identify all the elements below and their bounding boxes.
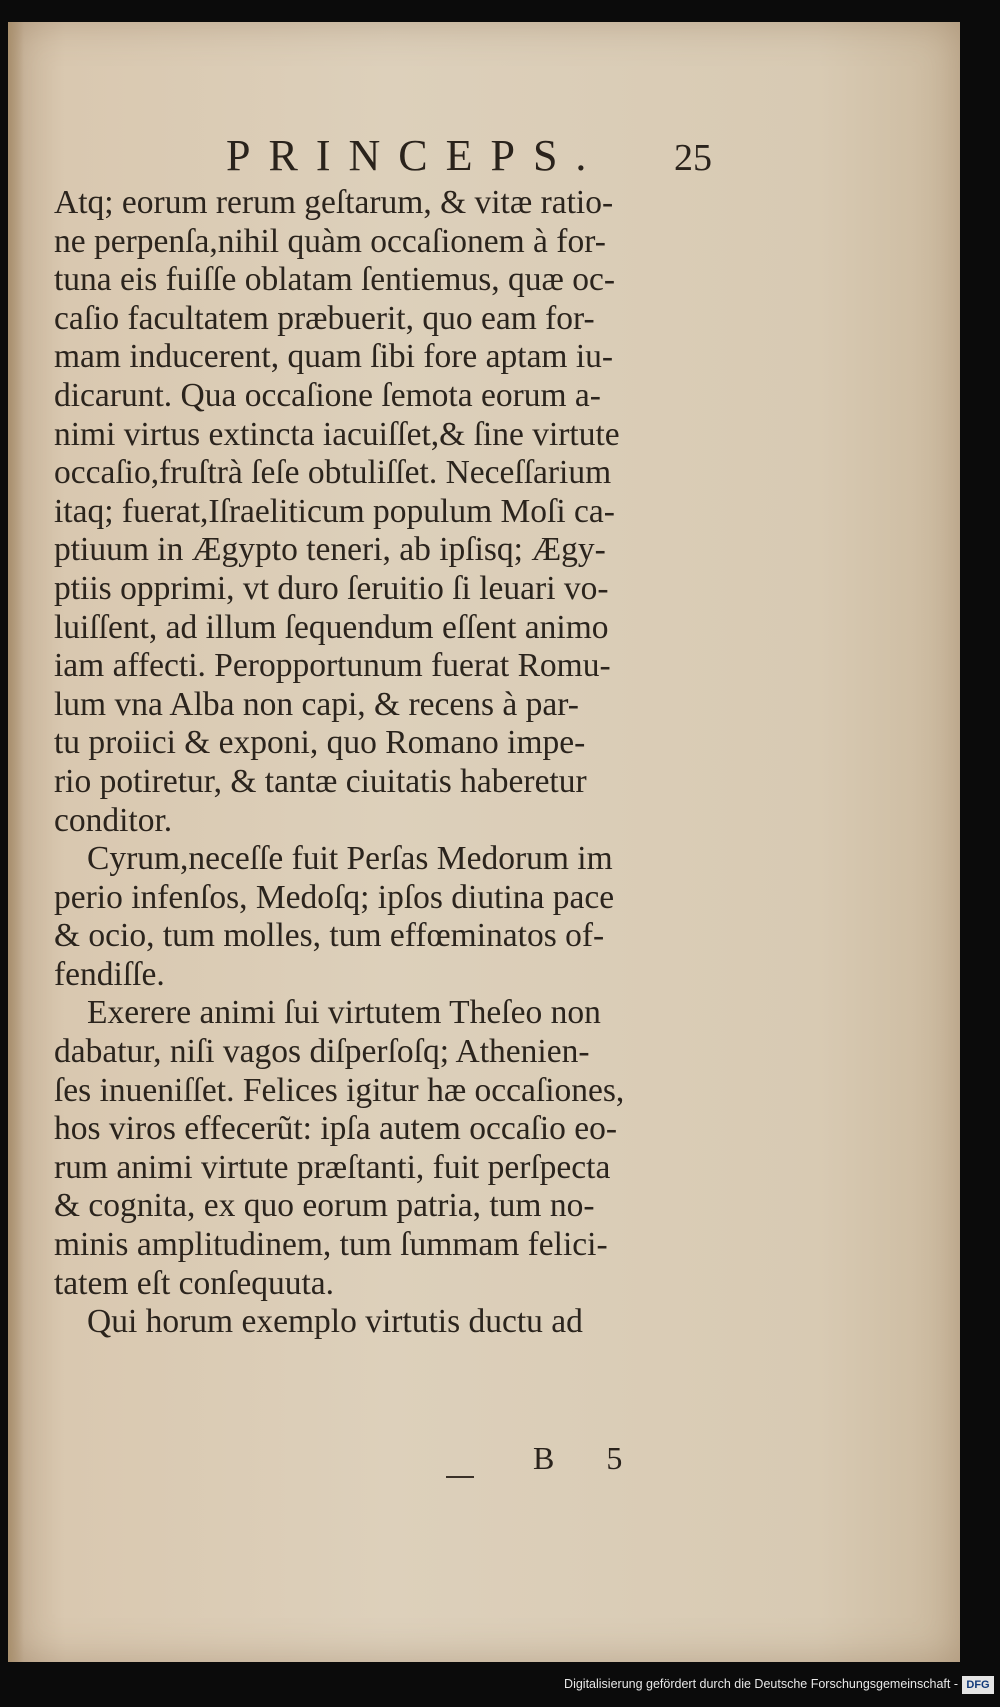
text-line: Cyrum,neceſſe fuit Perſas Medorum im — [87, 840, 613, 878]
text-line: ſes inueniſſet. Felices igitur hæ occaſiones, — [54, 1071, 625, 1109]
text-line: conditor. — [54, 801, 173, 839]
running-title: PRINCEPS. — [226, 131, 605, 180]
text-line: tuna eis fuiſſe oblatam ſentiemus, quæ oc- — [54, 261, 615, 299]
text-line: hos viros effecerũt: ipſa autem occaſio eo- — [54, 1110, 618, 1148]
text-line: & cognita, ex quo eorum patria, tum no- — [54, 1187, 595, 1225]
text-line: iam affecti. Peropportunum fuerat Romu- — [54, 647, 611, 685]
text-line: ptiis opprimi, vt duro ſeruitio ſi leuari vo- — [54, 569, 609, 607]
text-line: dicarunt. Qua occaſione ſemota eorum a- — [54, 376, 601, 414]
text-line: fendiſſe. — [54, 955, 165, 993]
text-line: rio potiretur, & tantæ ciuitatis haberetur — [54, 762, 587, 800]
signature-line — [8, 1440, 960, 1490]
text-line: nimi virtus extincta iacuiſſet,& ſine virtute — [54, 415, 620, 453]
page-header — [8, 130, 960, 190]
text-line: & ocio, tum molles, tum effœminatos of- — [54, 917, 605, 955]
text-line: ptiuum in Ægypto teneri, ab ipſisq; Ægy- — [54, 531, 606, 569]
text-line: perio infenſos, Medoſq; ipſos diutina pace — [54, 878, 615, 916]
text-line: Exerere animi ſui virtutem Theſeo non — [87, 994, 601, 1032]
text-line: tu proiici & exponi, quo Romano impe- — [54, 724, 586, 762]
ornament-dash — [446, 1476, 474, 1478]
text-line: minis amplitudinem, tum ſummam felici- — [54, 1226, 608, 1264]
text-line: mam inducerent, quam ſibi fore aptam iu- — [54, 338, 614, 376]
text-line: rum animi virtute præſtanti, fuit perſpecta — [54, 1148, 611, 1186]
text-line: ne perpenſa,nihil quàm occaſionem à for- — [54, 222, 606, 260]
dfg-logo: DFG — [962, 1676, 994, 1694]
text-line: itaq; fuerat,Iſraeliticum populum Moſi ca- — [54, 492, 615, 530]
signature-mark: B 5 — [533, 1440, 645, 1476]
book-page — [8, 22, 960, 1662]
text-line: lum vna Alba non capi, & recens à par- — [54, 685, 579, 723]
text-line: dabatur, niſi vagos diſperſoſq; Athenien- — [54, 1033, 590, 1071]
page-edge-shadow — [8, 22, 24, 1662]
text-line: Atq; eorum rerum geſtarum, & vitæ ratio- — [54, 184, 614, 221]
page-number: 25 — [674, 137, 712, 179]
text-line: luiſſent, ad illum ſequendum eſſent animo — [54, 608, 609, 646]
text-line: tatem eſt conſequuta. — [54, 1264, 334, 1302]
text-line: occaſio,fruſtrà ſeſe obtuliſſet. Neceſſarium — [54, 454, 612, 492]
text-line: caſio facultatem præbuerit, quo eam for- — [54, 299, 595, 337]
body-text — [54, 184, 719, 1342]
digitization-credit: Digitalisierung gefördert durch die Deutsche Forschungsgemeinschaft - — [564, 1677, 958, 1691]
text-line: Qui horum exemplo virtutis ductu ad — [87, 1303, 583, 1341]
